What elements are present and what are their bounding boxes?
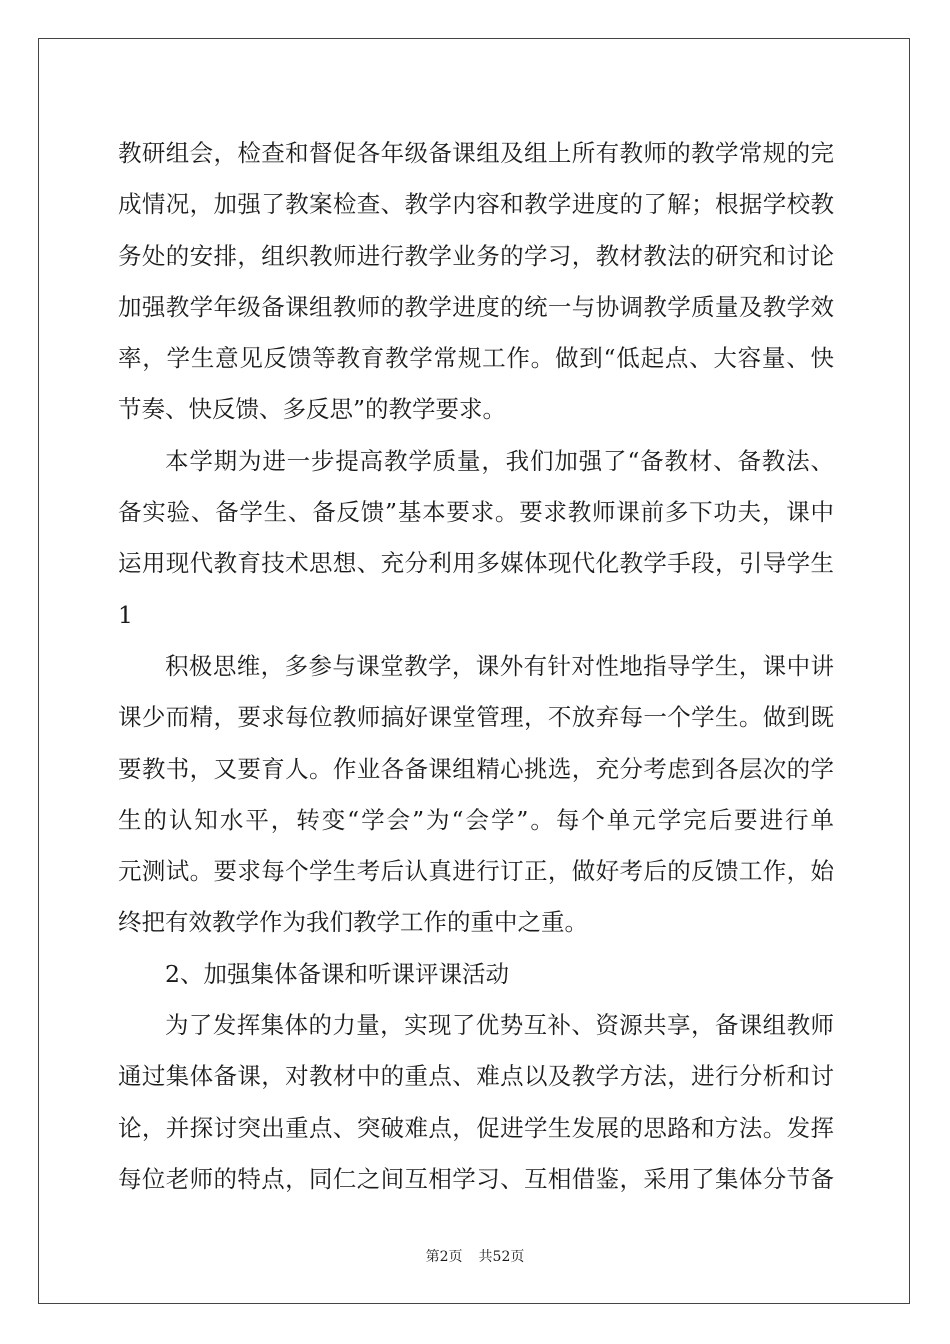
text-line: 元测试。要求每个学生考后认真进行订正，做好考后的反馈工作，始: [118, 857, 834, 886]
text-line: 论，并探讨突出重点、突破难点，促进学生发展的思路和方法。发挥: [118, 1113, 834, 1142]
section-heading: 2、加强集体备课和听课评课活动: [165, 959, 509, 988]
text-line: 务处的安排，组织教师进行教学业务的学习，教材教法的研究和讨论: [118, 241, 834, 270]
page-footer: [0, 1246, 950, 1266]
text-line: 为了发挥集体的力量，实现了优势互补、资源共享，备课组教师: [165, 1011, 834, 1040]
page-marker-number: 1: [118, 600, 133, 629]
text-line: 生的认知水平，转变“学会”为“会学”。每个单元学完后要进行单: [118, 805, 834, 834]
page-number: 第2页: [425, 1249, 463, 1265]
page-total: 共52页: [478, 1249, 525, 1265]
text-line: 加强教学年级备课组教师的教学进度的统一与协调教学质量及教学效: [118, 292, 834, 321]
text-line: 率，学生意见反馈等教育教学常规工作。做到“低起点、大容量、快: [118, 344, 834, 373]
text-line: 要教书，又要育人。作业各备课组精心挑选，充分考虑到各层次的学: [118, 754, 834, 783]
document-body: [118, 128, 834, 1205]
text-line: 每位老师的特点，同仁之间互相学习、互相借鉴，采用了集体分节备: [118, 1164, 834, 1193]
text-line: 成情况，加强了教案检查、教学内容和教学进度的了解；根据学校教: [118, 190, 834, 219]
text-line: 运用现代教育技术思想、充分利用多媒体现代化教学手段，引导学生: [118, 549, 834, 578]
text-line: 积极思维，多参与课堂教学，课外有针对性地指导学生，课中讲: [165, 651, 834, 680]
text-line: 备实验、备学生、备反馈”基本要求。要求教师课前多下功夫，课中: [118, 498, 834, 527]
text-line: 通过集体备课，对教材中的重点、难点以及教学方法，进行分析和讨: [118, 1062, 834, 1091]
text-line: 课少而精，要求每位教师搞好课堂管理，不放弃每一个学生。做到既: [118, 703, 834, 732]
text-line: 教研组会，检查和督促各年级备课组及组上所有教师的教学常规的完: [118, 139, 834, 167]
text-line: 本学期为进一步提高教学质量，我们加强了“备教材、备教法、: [165, 446, 834, 475]
text-line: 节奏、快反馈、多反思”的教学要求。: [118, 395, 507, 424]
text-line: 终把有效教学作为我们教学工作的重中之重。: [118, 908, 588, 937]
